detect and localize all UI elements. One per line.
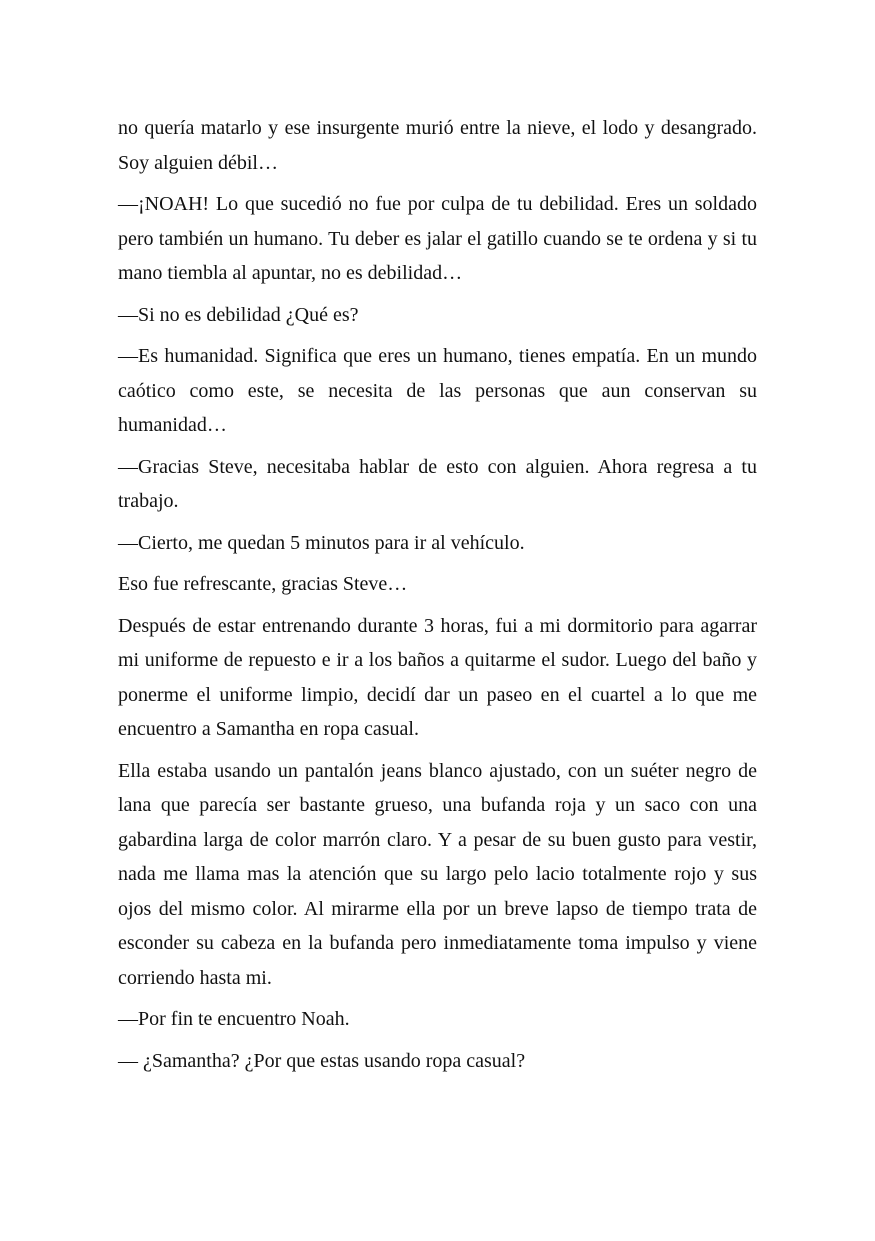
paragraph: Ella estaba usando un pantalón jeans blanco ajustado, con un suéter negro de lana que parecía ser bastante grueso, una bufanda roja y un saco con una gabardina larga de color marrón claro. Y a pesar de su buen gusto para vestir, nada me llama mas la atención que su largo pelo lacio totalmente rojo y sus ojos del mismo color. Al mirarme ella por un breve lapso de tiempo trata de esconder su cabeza en la bufanda pero inmediatamente toma impulso y viene corriendo hasta mi.: [118, 759, 757, 989]
paragraph: Después de estar entrenando durante 3 horas, fui a mi dormitorio para agarrar mi uniforme de repuesto e ir a los baños a quitarme el sudor. Luego del baño y ponerme el uniforme limpio, decidí dar un paseo en el cuartel a lo que me encuentro a Samantha en ropa casual.: [118, 614, 757, 740]
dialogue-paragraph: —Es humanidad. Significa que eres un humano, tienes empatía. En un mundo caótico como este, se necesita de las personas que aun conservan su humanidad…: [118, 345, 757, 436]
document-page: [118, 111, 757, 1085]
paragraph: Eso fue refrescante, gracias Steve…: [118, 573, 408, 595]
dialogue-paragraph: —¡NOAH! Lo que sucedió no fue por culpa de tu debilidad. Eres un soldado pero también un humano. Tu deber es jalar el gatillo cuando se te ordena y si tu mano tiembla al apuntar, no es debilidad…: [118, 193, 757, 284]
dialogue-paragraph: —Gracias Steve, necesitaba hablar de esto con alguien. Ahora regresa a tu trabajo.: [118, 455, 757, 512]
paragraph: no quería matarlo y ese insurgente murió entre la nieve, el lodo y desangrado. Soy alguien débil…: [118, 117, 757, 174]
dialogue-paragraph: —Por fin te encuentro Noah.: [118, 1008, 350, 1030]
dialogue-paragraph: —Cierto, me quedan 5 minutos para ir al vehículo.: [118, 531, 525, 554]
dialogue-paragraph: — ¿Samantha? ¿Por que estas usando ropa casual?: [118, 1049, 526, 1072]
dialogue-paragraph: —Si no es debilidad ¿Qué es?: [118, 303, 359, 326]
